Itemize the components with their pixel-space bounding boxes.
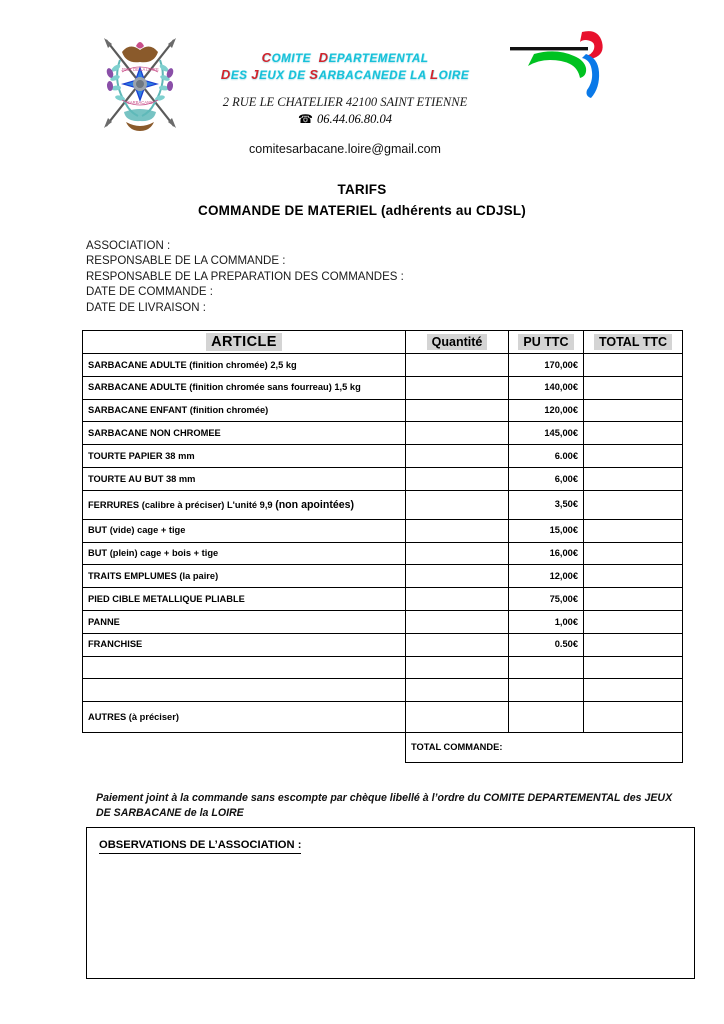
cell-quantite[interactable] bbox=[406, 633, 509, 656]
table-row bbox=[83, 679, 683, 702]
cell-total-ttc[interactable] bbox=[584, 490, 683, 519]
cell-total-ttc[interactable] bbox=[584, 565, 683, 588]
cell-article: BUT (plein) cage + bois + tige bbox=[83, 542, 406, 565]
cell-article[interactable] bbox=[83, 679, 406, 702]
cell-quantite[interactable] bbox=[406, 422, 509, 445]
phone-line bbox=[180, 111, 510, 128]
column-header-total-ttc: TOTAL TTC bbox=[584, 331, 683, 354]
table-header-row bbox=[83, 331, 683, 354]
column-header-quantite: Quantité bbox=[406, 331, 509, 354]
cell-article: PANNE bbox=[83, 610, 406, 633]
cell-spacer bbox=[83, 733, 406, 763]
observations-label: OBSERVATIONS DE L’ASSOCIATION : bbox=[99, 838, 301, 854]
cell-pu-ttc[interactable] bbox=[509, 679, 584, 702]
order-table-body bbox=[83, 354, 683, 763]
cell-total-ttc[interactable] bbox=[584, 633, 683, 656]
field-responsable-commande: RESPONSABLE DE LA COMMANDE : bbox=[86, 255, 286, 268]
ferrures-emphasis-text: (non apointées) bbox=[275, 498, 355, 511]
cell-pu-ttc: 6,00€ bbox=[509, 467, 584, 490]
org-title-line-1: COMITE DEPARTEMENTAL bbox=[261, 50, 429, 65]
table-row bbox=[83, 565, 683, 588]
cell-total-ttc[interactable] bbox=[584, 702, 683, 733]
cell-total-ttc[interactable] bbox=[584, 422, 683, 445]
address-line: 2 RUE LE CHATELIER 42100 SAINT ETIENNE bbox=[222, 95, 468, 109]
table-row bbox=[83, 376, 683, 399]
cell-article: AUTRES (à préciser) bbox=[83, 702, 406, 733]
cell-pu-ttc: 145,00€ bbox=[509, 422, 584, 445]
cell-total-ttc[interactable] bbox=[584, 542, 683, 565]
cell-article: FRANCHISE bbox=[83, 633, 406, 656]
table-row bbox=[83, 519, 683, 542]
svg-text:SARBACANE: SARBACANE bbox=[127, 100, 153, 105]
cell-quantite[interactable] bbox=[406, 376, 509, 399]
cell-total-ttc[interactable] bbox=[584, 467, 683, 490]
cell-article: PIED CIBLE METALLIQUE PLIABLE bbox=[83, 588, 406, 611]
cell-pu-ttc: 3,50€ bbox=[509, 490, 584, 519]
cell-total-ttc[interactable] bbox=[584, 376, 683, 399]
table-row bbox=[83, 354, 683, 377]
order-table bbox=[82, 330, 683, 763]
org-title-line-2: DES JEUX DE SARBACANEDE LA LOIRE bbox=[220, 67, 470, 82]
table-row bbox=[83, 399, 683, 422]
cell-pu-ttc[interactable] bbox=[509, 656, 584, 679]
cell-quantite[interactable] bbox=[406, 588, 509, 611]
table-row bbox=[83, 467, 683, 490]
payment-note: Paiement joint à la commande sans escompte par chèque libellé à l’ordre du COMITE DEPARTEMENTAL des JEUX DE SARBACANE de la LOIRE bbox=[96, 792, 673, 819]
table-row bbox=[83, 542, 683, 565]
cell-article: BUT (vide) cage + tige bbox=[83, 519, 406, 542]
cell-pu-ttc: 170,00€ bbox=[509, 354, 584, 377]
cell-total-ttc[interactable] bbox=[584, 399, 683, 422]
cell-quantite[interactable] bbox=[406, 610, 509, 633]
cell-total-ttc[interactable] bbox=[584, 656, 683, 679]
cell-pu-ttc: 15,00€ bbox=[509, 519, 584, 542]
sarbacane-crest-emblem-icon bbox=[96, 26, 184, 134]
table-row bbox=[83, 610, 683, 633]
cell-article: TOURTE AU BUT 38 mm bbox=[83, 467, 406, 490]
table-row bbox=[83, 588, 683, 611]
cell-pu-ttc: 1,00€ bbox=[509, 610, 584, 633]
cell-quantite[interactable] bbox=[406, 399, 509, 422]
cell-article bbox=[83, 490, 406, 519]
cell-article: SARBACANE NON CHROMEE bbox=[83, 422, 406, 445]
telephone-icon: ☎ bbox=[297, 112, 314, 126]
cell-total-ttc[interactable] bbox=[584, 610, 683, 633]
cell-pu-ttc: 75,00€ bbox=[509, 588, 584, 611]
cell-article: TRAITS EMPLUMES (la paire) bbox=[83, 565, 406, 588]
cell-pu-ttc: 140,00€ bbox=[509, 376, 584, 399]
table-row bbox=[83, 422, 683, 445]
table-total-row bbox=[83, 733, 683, 763]
field-responsable-preparation: RESPONSABLE DE LA PREPARATION DES COMMANDES : bbox=[86, 270, 404, 283]
cell-total-ttc[interactable] bbox=[584, 588, 683, 611]
organisation-block bbox=[180, 50, 510, 156]
order-table-container bbox=[82, 330, 682, 763]
table-row bbox=[83, 656, 683, 679]
cell-quantite[interactable] bbox=[406, 679, 509, 702]
cell-article: SARBACANE ADULTE (finition chromée) 2,5 kg bbox=[83, 354, 406, 377]
cell-article: TOURTE PAPIER 38 mm bbox=[83, 445, 406, 468]
cell-total-ttc[interactable] bbox=[584, 354, 683, 377]
cell-quantite[interactable] bbox=[406, 702, 509, 733]
page-title: TARIFS bbox=[337, 182, 387, 197]
phone-number: 06.44.06.80.04 bbox=[317, 112, 393, 126]
cell-article: SARBACANE ENFANT (finition chromée) bbox=[83, 399, 406, 422]
cell-pu-ttc[interactable] bbox=[509, 702, 584, 733]
cell-quantite[interactable] bbox=[406, 565, 509, 588]
cell-quantite[interactable] bbox=[406, 467, 509, 490]
table-row bbox=[83, 702, 683, 733]
cell-pu-ttc: 6.00€ bbox=[509, 445, 584, 468]
cell-pu-ttc: 120,00€ bbox=[509, 399, 584, 422]
field-date-commande: DATE DE COMMANDE : bbox=[86, 286, 213, 299]
observations-box[interactable] bbox=[86, 827, 695, 979]
cell-pu-ttc: 0.50€ bbox=[509, 633, 584, 656]
table-row bbox=[83, 633, 683, 656]
total-commande-label: TOTAL COMMANDE: bbox=[406, 733, 683, 763]
cell-total-ttc[interactable] bbox=[584, 445, 683, 468]
cell-total-ttc[interactable] bbox=[584, 519, 683, 542]
cell-quantite[interactable] bbox=[406, 656, 509, 679]
cell-pu-ttc: 12,00€ bbox=[509, 565, 584, 588]
cell-quantite[interactable] bbox=[406, 354, 509, 377]
cell-article[interactable] bbox=[83, 656, 406, 679]
column-header-pu-ttc: PU TTC bbox=[509, 331, 584, 354]
ferrures-main-text: FERRURES (calibre à préciser) L'unité 9,9 bbox=[88, 499, 276, 510]
blowgun-shooter-logo-icon bbox=[508, 28, 626, 100]
cell-total-ttc[interactable] bbox=[584, 679, 683, 702]
svg-text:JEUX DE LA LOIRE: JEUX DE LA LOIRE bbox=[121, 67, 159, 72]
cell-quantite[interactable] bbox=[406, 490, 509, 519]
form-field-labels bbox=[86, 239, 724, 316]
cell-quantite[interactable] bbox=[406, 445, 509, 468]
cell-quantite[interactable] bbox=[406, 519, 509, 542]
cell-article: SARBACANE ADULTE (finition chromée sans fourreau) 1,5 kg bbox=[83, 376, 406, 399]
page-subtitle: COMMANDE DE MATERIEL (adhérents au CDJSL) bbox=[198, 203, 526, 218]
table-row bbox=[83, 490, 683, 519]
document-titles bbox=[0, 180, 724, 221]
field-association: ASSOCIATION : bbox=[86, 240, 171, 252]
email-address: comitesarbacane.loire@gmail.com bbox=[249, 142, 441, 156]
column-header-article: ARTICLE bbox=[83, 331, 406, 354]
field-date-livraison: DATE DE LIVRAISON : bbox=[86, 301, 206, 314]
cell-quantite[interactable] bbox=[406, 542, 509, 565]
table-row bbox=[83, 445, 683, 468]
cell-pu-ttc: 16,00€ bbox=[509, 542, 584, 565]
document-header bbox=[0, 0, 724, 172]
